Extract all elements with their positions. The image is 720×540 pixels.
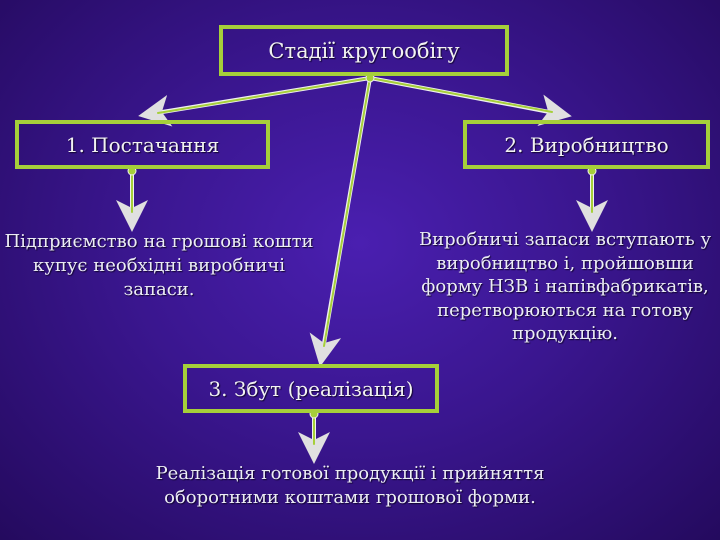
- arrow-title-to-sales: [322, 78, 370, 355]
- diagram-title-box: [219, 25, 509, 76]
- arrow-title-to-production: [370, 78, 560, 114]
- stage-production-label: 2. Виробництво: [504, 132, 669, 157]
- stage-sales-description: Реалізація готової продукції і прийняття оборотними коштами грошової форми.: [155, 463, 545, 508]
- stage-production-description: Виробничі запаси вступають у виробництво і, пройшовши форму НЗВ і напівфабрикатів, перетворюються на готову продукцію.: [418, 229, 712, 344]
- stage-production-box: [463, 120, 710, 169]
- diagram-title: Стадії кругообігу: [268, 38, 460, 63]
- stage-supply-description: Підприємство на грошові кошти купує необхідні виробничі запаси.: [4, 231, 314, 300]
- stage-supply-label: 1. Постачання: [65, 132, 220, 157]
- stage-sales-label: 3. Збут (реалізація): [208, 376, 414, 401]
- stage-supply-box: [15, 120, 270, 169]
- stage-sales-box: [183, 364, 439, 413]
- arrow-title-to-supply: [150, 78, 370, 114]
